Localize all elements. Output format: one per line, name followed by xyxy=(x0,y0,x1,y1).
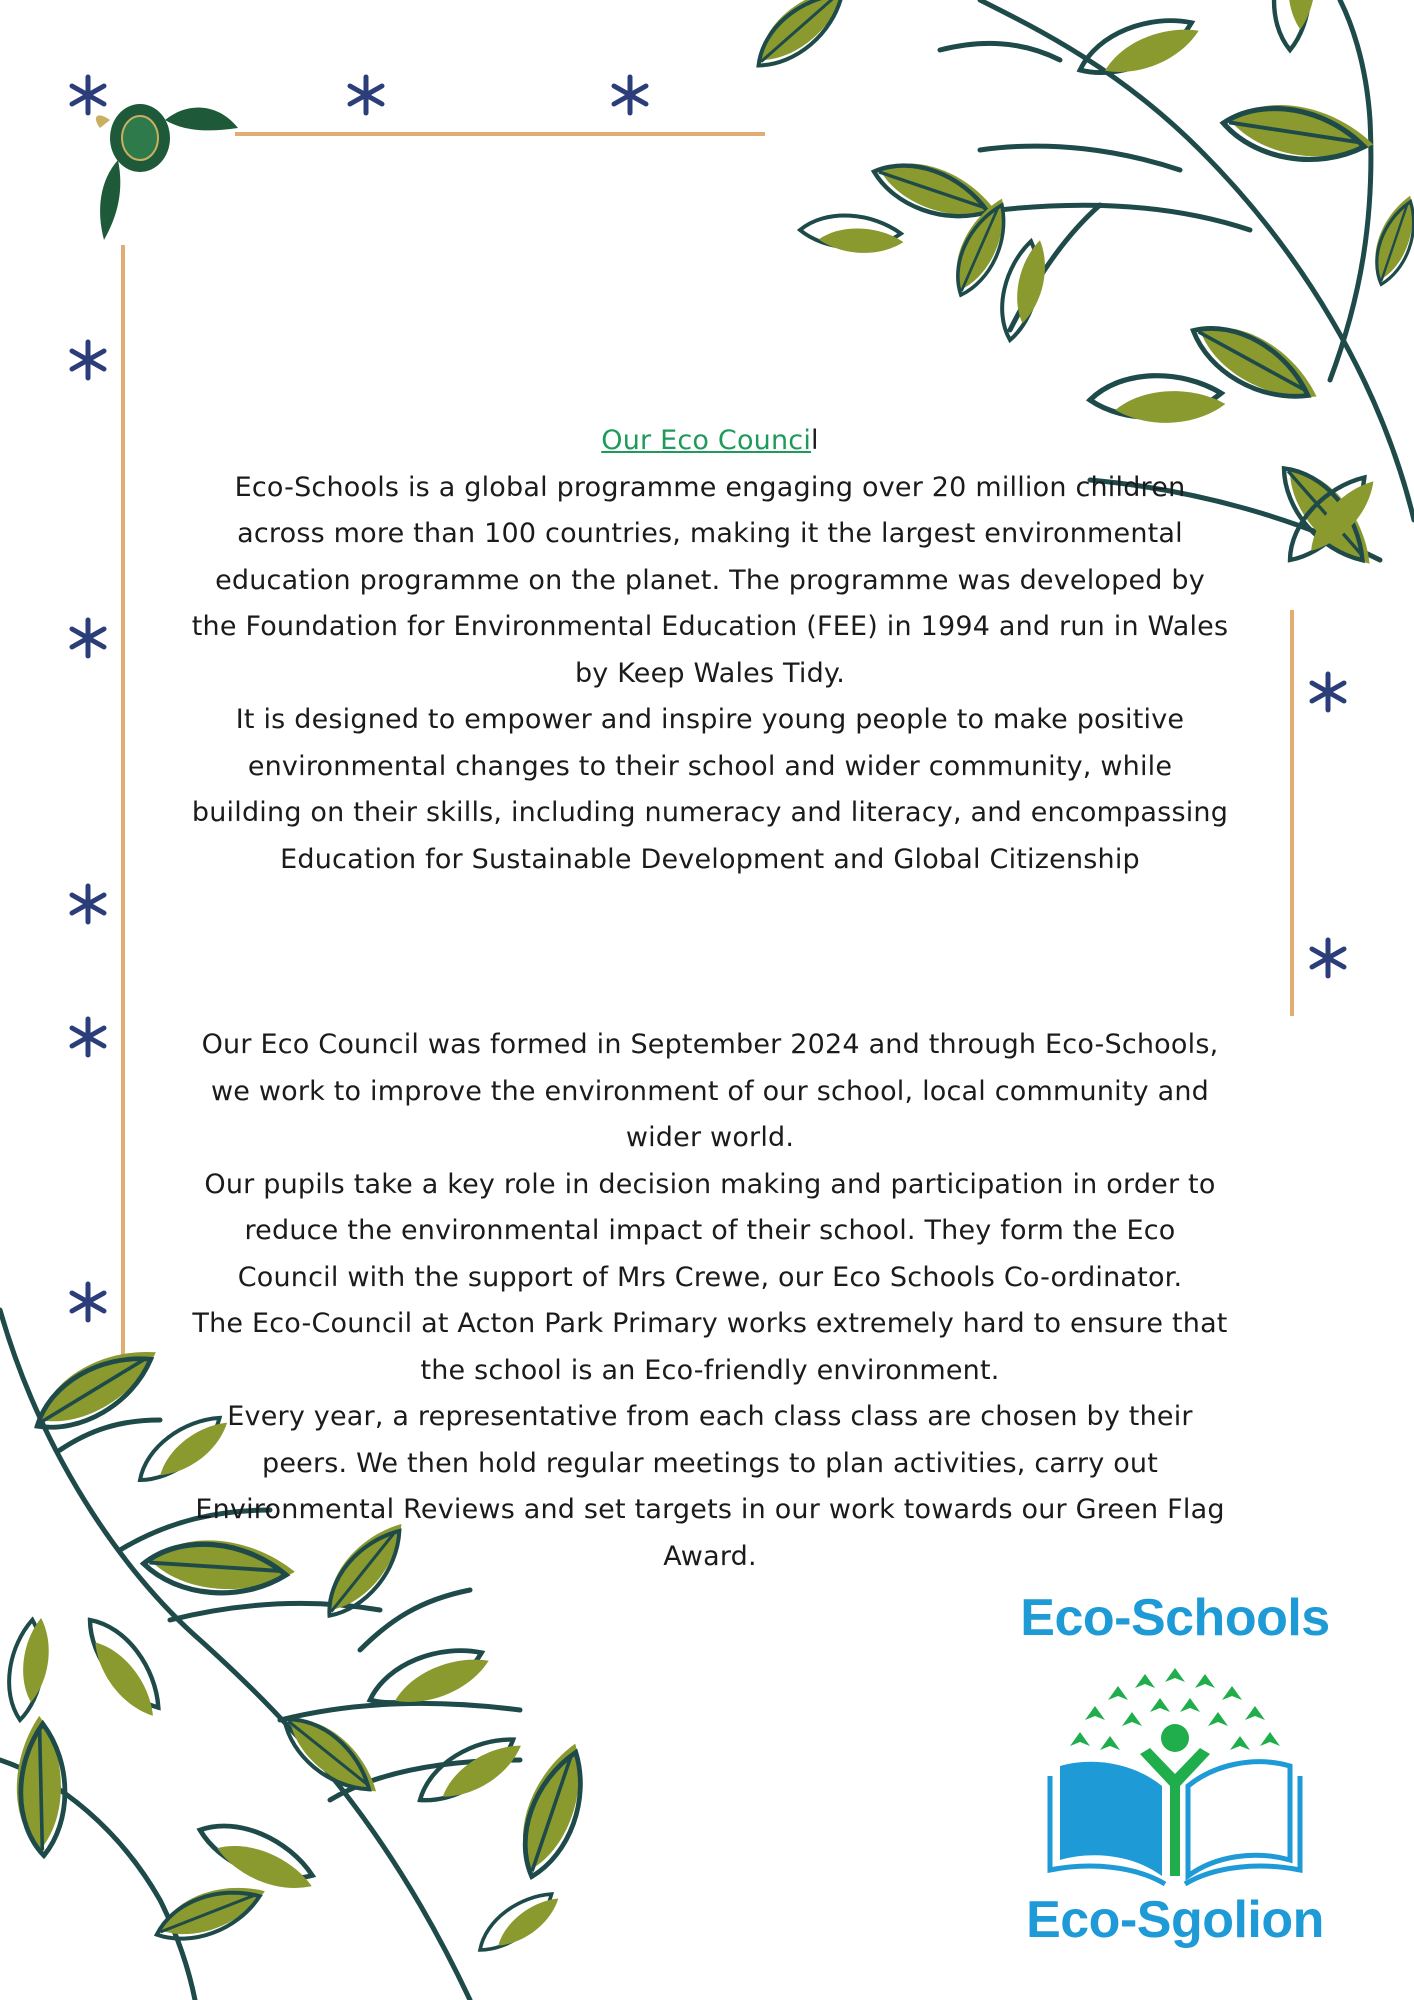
paragraph-acton-park: The Eco-Council at Acton Park Primary works extremely hard to ensure that the school is an Eco-friendly environment. xyxy=(192,1308,1228,1386)
paragraph-eco-schools-intro: Eco-Schools is a global programme engaging over 20 million children across more than 100 countries, making it the largest environmental education programme on the planet. The programme was developed by the Foundation for Environmental Education (FEE) in 1994 and run in Wales by Keep Wales Tidy. xyxy=(191,471,1229,689)
intro-section xyxy=(190,418,1230,883)
paragraph-representatives: Every year, a representative from each class class are chosen by their peers. We then hold regular meetings to plan activities, carry out Environmental Reviews and set targets in our work towards our Green Flag Award. xyxy=(195,1401,1225,1572)
eco-schools-tree-book-icon xyxy=(1040,1656,1310,1890)
paragraph-council-formed: Our Eco Council was formed in September 2024 and through Eco-Schools, we work to improve the environment of our school, local community and wider world. xyxy=(201,1029,1219,1153)
eco-council-section xyxy=(190,1022,1230,1580)
logo-text-english: Eco-Schools xyxy=(1020,1589,1330,1647)
title-link[interactable]: Our Eco Counci xyxy=(601,425,812,456)
paragraph-eco-schools-purpose: It is designed to empower and inspire young people to make positive environmental changes to their school and wider community, while building on their skills, including numeracy and literacy, and encompassing Education for Sustainable Development and Global Citizenship xyxy=(191,704,1229,875)
section-title xyxy=(190,418,1230,465)
title-tail: l xyxy=(811,425,819,456)
logo-text-welsh: Eco-Sgolion xyxy=(1026,1891,1324,1949)
corner-flower-icon xyxy=(96,104,238,240)
eco-schools-logo xyxy=(1010,1588,1340,1958)
paragraph-pupils-role: Our pupils take a key role in decision making and participation in order to reduce the environmental impact of their school. They form the Eco Council with the support of Mrs Crewe, our Eco Schools Co-ordinator. xyxy=(204,1168,1216,1293)
